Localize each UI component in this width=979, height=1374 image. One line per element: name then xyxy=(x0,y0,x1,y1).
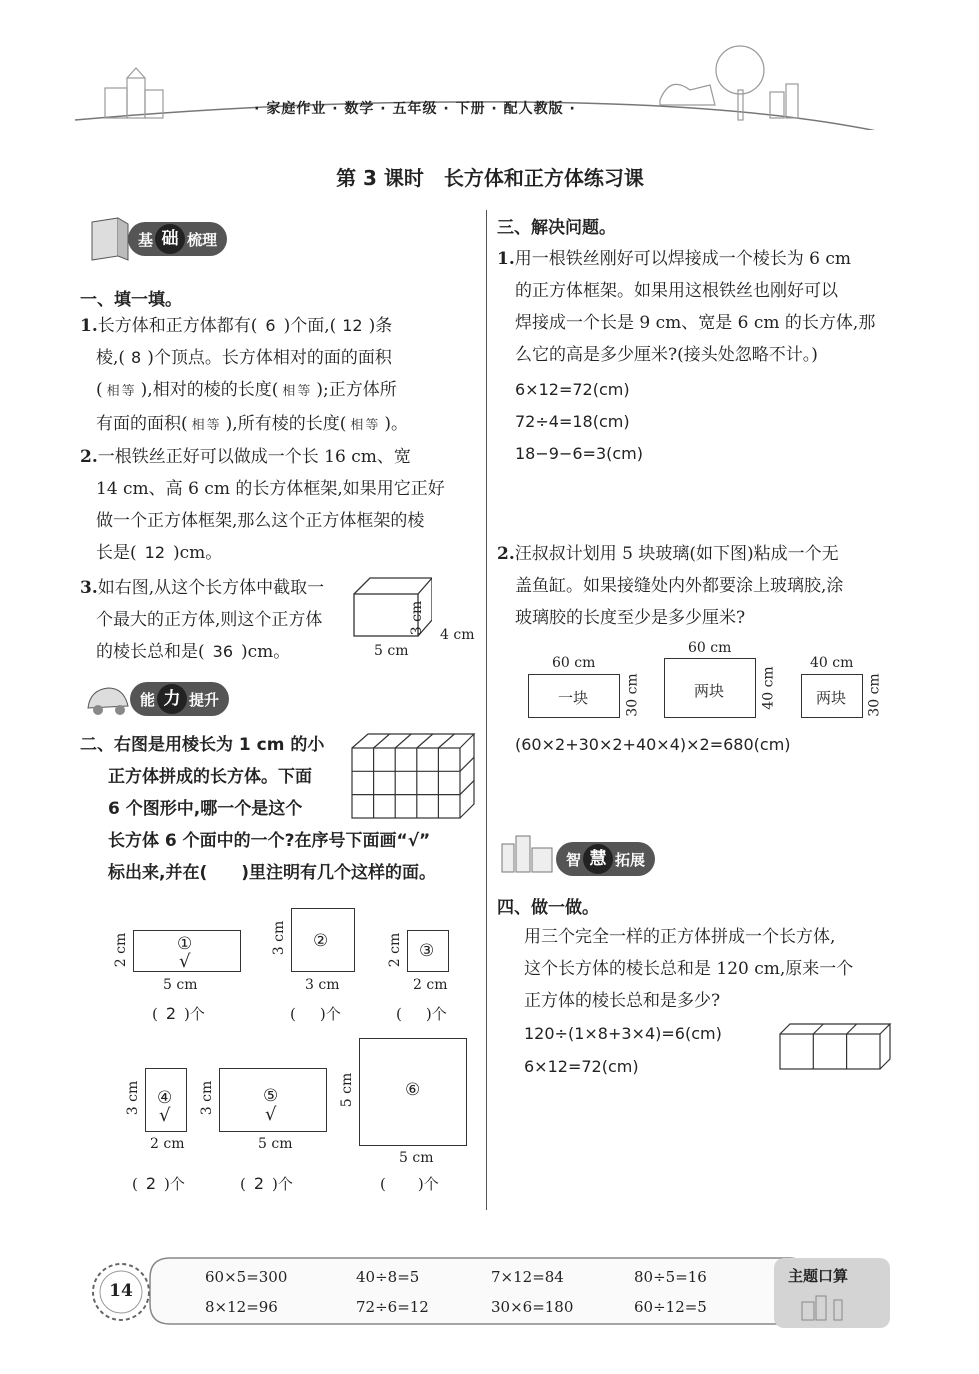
part1-title: 一、填一填。 xyxy=(80,290,182,310)
shape-2-id: ② xyxy=(313,931,329,951)
shape-1-height: 2 cm xyxy=(113,932,130,968)
question-3-2: 2.汪叔叔计划用 5 块玻璃(如下图)粘成一个无 盖鱼缸。如果接缝处内外都要涂上玻璃胶,涂 玻璃胶的长度至少是多少厘米? xyxy=(497,544,844,628)
oral-item: 60×5=300 xyxy=(205,1268,288,1286)
q3-1-step-3: 18−9−6=3(cm) xyxy=(515,444,643,463)
answer-handwritten: 相等 xyxy=(282,384,313,399)
oral-item: 72÷6=12 xyxy=(356,1298,429,1316)
shape-1-checkmark: √ xyxy=(179,951,191,972)
shape-3-width: 2 cm xyxy=(413,977,448,993)
oral-item: 60÷12=5 xyxy=(634,1298,707,1316)
column-divider xyxy=(486,210,487,1210)
answer-edge-length: 12 xyxy=(144,543,165,562)
cuboid-depth-label: 4 cm xyxy=(440,627,475,643)
answer-edge-sum: 36 xyxy=(212,642,233,661)
panel-3-width: 40 cm xyxy=(810,655,854,671)
part3-title: 三、解决问题。 xyxy=(497,218,616,238)
answer-handwritten: 相等 xyxy=(191,418,222,433)
oral-item: 7×12=84 xyxy=(491,1268,564,1286)
panel-3-label: 两块 xyxy=(816,689,847,707)
shape-5-checkmark: √ xyxy=(265,1104,277,1125)
panel-2-label: 两块 xyxy=(694,682,725,700)
page-title: 第 3 课时 长方体和正方体练习课 xyxy=(336,166,644,190)
panel-2-height: 40 cm xyxy=(760,666,777,710)
shape-5-height: 3 cm xyxy=(199,1080,216,1116)
shape-4-height: 3 cm xyxy=(125,1080,142,1116)
shape-4-id: ④ xyxy=(157,1088,173,1108)
shape-5-width: 5 cm xyxy=(258,1136,293,1152)
oral-item: 8×12=96 xyxy=(205,1298,278,1316)
oral-item: 80÷5=16 xyxy=(634,1268,707,1286)
shape-4-count: ( 2 )个 xyxy=(132,1174,185,1193)
panel-3-height: 30 cm xyxy=(866,673,883,717)
shape-6-width: 5 cm xyxy=(399,1150,434,1166)
section-badge-wisdom: 智 慧 拓展 xyxy=(556,842,655,876)
answer-edges: 12 xyxy=(342,316,363,335)
q4-step-1: 120÷(1×8+3×4)=6(cm) xyxy=(524,1024,722,1043)
section-badge-ability: 能 力 提升 xyxy=(130,682,229,716)
oral-item: 40÷8=5 xyxy=(356,1268,420,1286)
question-3-1: 1.用一根铁丝刚好可以焊接成一个棱长为 6 cm 的正方体框架。如果用这根铁丝也刚好可以 焊接成一个长是 9 cm、宽是 6 cm 的长方体,那 么它的高是多少厘米?(接头处忽略不计。) xyxy=(497,249,876,365)
question-1-3: 3.如右图,从这个长方体中截取一 个最大的正方体,则这个正方体 的棱长总和是( 36 )cm。 xyxy=(80,578,325,662)
part2-question: 二、右图是用棱长为 1 cm 的小 正方体拼成的长方体。下面 6 个图形中,哪一个是这个 长方体 6 个面中的一个?在序号下面画“√” 标出来,并在( )里注明有几个这样的面。 xyxy=(80,735,436,883)
answer-handwritten: 相等 xyxy=(350,418,381,433)
shape-6-count: ( )个 xyxy=(380,1175,439,1193)
shape-2-count: ( )个 xyxy=(290,1005,341,1023)
answer-faces: 6 xyxy=(265,316,276,335)
question-1-1: 1.长方体和正方体都有( 6 )个面,( 12 )条 棱,( 8 )个顶点。长方体相对的面的面积 ( 相等 ),相对的棱的长度( 相等 );正方体所 有面的面积( 相等 ),所有棱的长度( 相等 )。 xyxy=(80,316,408,434)
book-icon xyxy=(88,214,132,264)
answer-handwritten: 相等 xyxy=(106,384,137,399)
header-title: · 家庭作业 · 数学 · 五年级 · 下册 · 配人教版 · xyxy=(254,101,576,117)
footer-frame xyxy=(90,1250,900,1334)
section-badge-basic: 基 础 梳理 xyxy=(128,222,227,256)
panel-2-width: 60 cm xyxy=(688,640,732,656)
oral-calc-label: 主题口算 xyxy=(788,1267,849,1285)
shape-2-height: 3 cm xyxy=(271,920,288,956)
q3-1-step-2: 72÷4=18(cm) xyxy=(515,412,630,431)
oral-item: 30×6=180 xyxy=(491,1298,574,1316)
shape-3-count: ( )个 xyxy=(396,1005,447,1023)
cuboid-height-label: 3 cm xyxy=(409,600,426,636)
answer-vertices: 8 xyxy=(131,348,142,367)
question-4: 用三个完全一样的正方体拼成一个长方体, 这个长方体的棱长总和是 120 cm,原来一个 正方体的棱长总和是多少? xyxy=(524,927,854,1011)
shape-1-width: 5 cm xyxy=(163,977,198,993)
shape-6-height: 5 cm xyxy=(339,1072,356,1108)
three-cubes-figure xyxy=(778,1022,894,1072)
panel-1-width: 60 cm xyxy=(552,655,596,671)
q4-step-2: 6×12=72(cm) xyxy=(524,1057,639,1076)
cuboid-width-label: 5 cm xyxy=(374,643,409,659)
castle-icon xyxy=(496,830,556,874)
q3-1-step-1: 6×12=72(cm) xyxy=(515,380,630,399)
shape-4-checkmark: √ xyxy=(159,1105,171,1126)
shape-3-height: 2 cm xyxy=(387,932,404,968)
page-number: 14 xyxy=(109,1281,133,1301)
part4-title: 四、做一做。 xyxy=(497,898,599,918)
shape-4-width: 2 cm xyxy=(150,1136,185,1152)
q3-2-solution: (60×2+30×2+40×4)×2=680(cm) xyxy=(515,735,791,754)
shape-6-id: ⑥ xyxy=(405,1080,421,1100)
shape-1-id: ① xyxy=(177,934,193,954)
panel-1-height: 30 cm xyxy=(624,673,641,717)
shape-5-count: ( 2 )个 xyxy=(240,1174,293,1193)
panel-1-label: 一块 xyxy=(558,689,589,707)
shape-1-count: ( 2 )个 xyxy=(152,1004,205,1023)
shape-2-width: 3 cm xyxy=(305,977,340,993)
shape-5-id: ⑤ xyxy=(263,1086,279,1106)
shape-3-id: ③ xyxy=(419,941,435,961)
cube-grid-figure xyxy=(350,732,476,822)
car-icon xyxy=(84,680,134,720)
question-1-2: 2.一根铁丝正好可以做成一个长 16 cm、宽 14 cm、高 6 cm 的长方体框架,如果用它正好 做一个正方体框架,那么这个正方体框架的棱 长是( 12 )cm。 xyxy=(80,447,445,563)
